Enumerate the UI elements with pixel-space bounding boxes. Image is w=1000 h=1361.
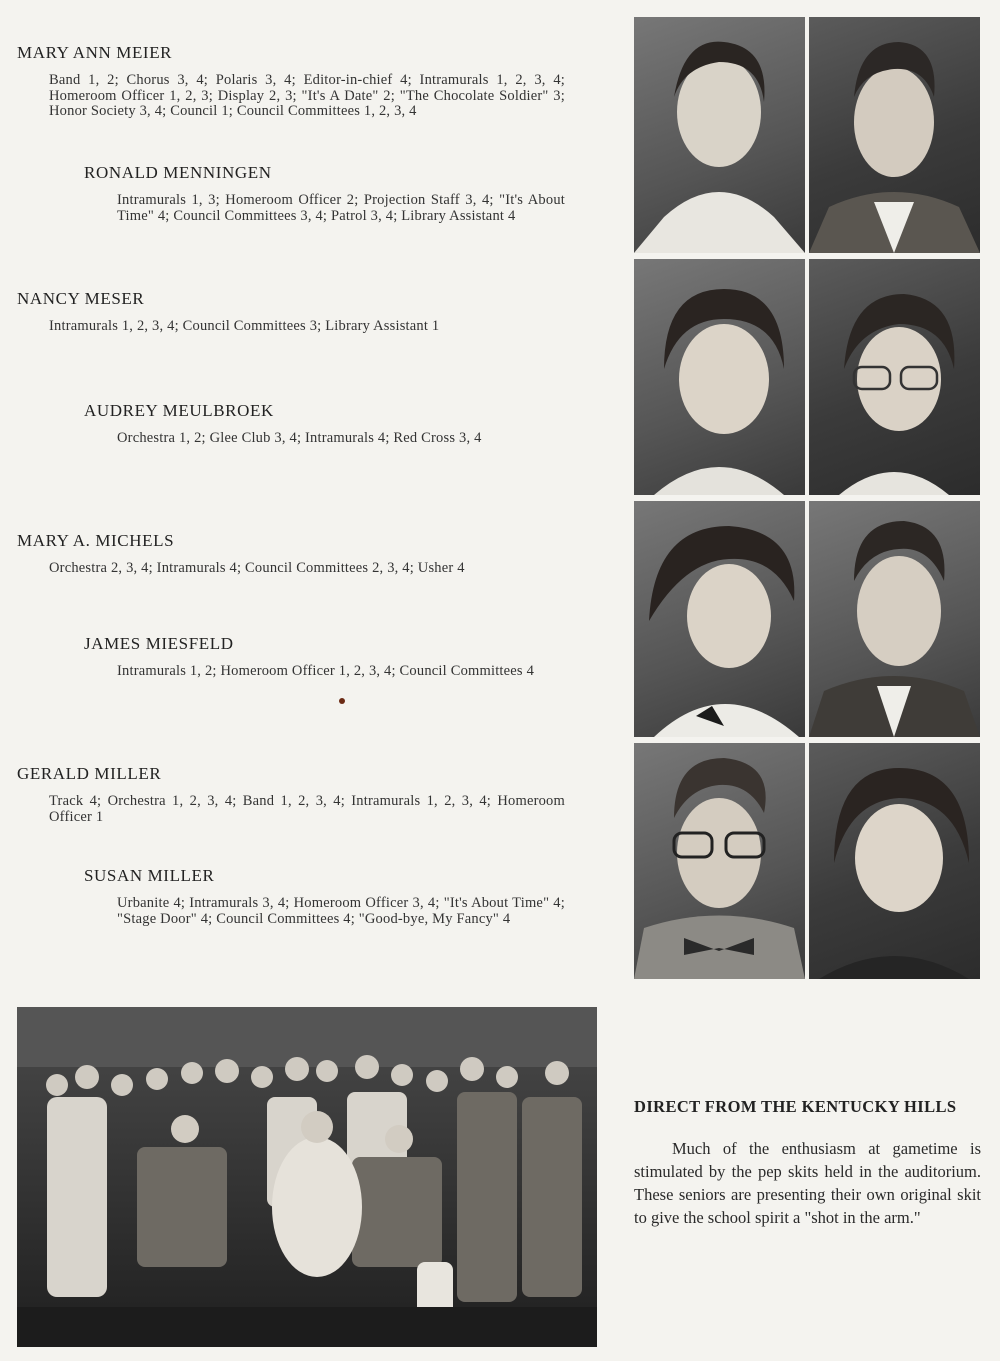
student-entry-mary-ann-meier bbox=[17, 43, 565, 120]
student-activities: Intramurals 1, 3; Homeroom Officer 2; Projection Staff 3, 4; "It's About Time" 4; Council Committees 3, 4; Patrol 3, 4; Library Assistant 4 bbox=[117, 192, 565, 224]
student-name: AUDREY MEULBROEK bbox=[84, 401, 274, 420]
student-entry-nancy-meser bbox=[17, 289, 565, 335]
student-name: RONALD MENNINGEN bbox=[84, 163, 272, 182]
student-entry-mary-a-michels bbox=[17, 531, 565, 577]
portrait-mary-a-michels bbox=[634, 501, 805, 737]
student-name: SUSAN MILLER bbox=[84, 866, 215, 885]
student-activities: Intramurals 1, 2, 3, 4; Council Committees 3; Library Assistant 1 bbox=[49, 318, 440, 334]
student-activities: Track 4; Orchestra 1, 2, 3, 4; Band 1, 2, 3, 4; Intramurals 1, 2, 3, 4; Homeroom Officer 1 bbox=[49, 793, 565, 825]
student-entry-james-miesfeld bbox=[84, 634, 565, 680]
student-entry-gerald-miller bbox=[17, 764, 565, 825]
portrait-audrey-meulbroek bbox=[809, 259, 980, 495]
student-activities: Orchestra 1, 2; Glee Club 3, 4; Intramurals 4; Red Cross 3, 4 bbox=[117, 430, 482, 446]
portrait-gerald-miller bbox=[634, 743, 805, 979]
portrait-ronald-menningen bbox=[809, 17, 980, 253]
ink-speck bbox=[339, 698, 345, 704]
portrait-susan-miller bbox=[809, 743, 980, 979]
student-name: GERALD MILLER bbox=[17, 764, 162, 783]
student-name: MARY ANN MEIER bbox=[17, 43, 173, 62]
student-name: MARY A. MICHELS bbox=[17, 531, 175, 550]
student-activities: Intramurals 1, 2; Homeroom Officer 1, 2, 3, 4; Council Committees 4 bbox=[117, 663, 535, 679]
caption-body: Much of the enthusiasm at gametime is stimulated by the pep skits held in the auditorium. These seniors are presenting their own original skit to give the school spirit a "shot in the arm." bbox=[634, 1139, 981, 1227]
portrait-nancy-meser bbox=[634, 259, 805, 495]
student-activities: Orchestra 2, 3, 4; Intramurals 4; Council Committees 2, 3, 4; Usher 4 bbox=[49, 560, 465, 576]
portrait-mary-ann-meier bbox=[634, 17, 805, 253]
student-entry-susan-miller bbox=[84, 866, 565, 927]
student-activities: Urbanite 4; Intramurals 3, 4; Homeroom Officer 3, 4; "It's About Time" 4; "Stage Door" 4; Council Committees 4; "Good-bye, My Fancy" 4 bbox=[117, 895, 565, 927]
student-name: NANCY MESER bbox=[17, 289, 145, 308]
group-skit-photo bbox=[17, 1007, 597, 1347]
student-entry-ronald-menningen bbox=[84, 163, 565, 224]
student-activities: Band 1, 2; Chorus 3, 4; Polaris 3, 4; Editor-in-chief 4; Intramurals 1, 2, 3, 4; Homeroom Officer 1, 2, 3; Display 2, 3; "It's A Date" 2; "The Chocolate Soldier" 3; Honor Society 3, 4; Council 1; Council Committees 1, 2, 3, 4 bbox=[49, 72, 565, 119]
student-name: JAMES MIESFELD bbox=[84, 634, 234, 653]
portrait-grid bbox=[634, 17, 980, 979]
portrait-james-miesfeld bbox=[809, 501, 980, 737]
student-entry-audrey-meulbroek bbox=[84, 401, 565, 447]
caption-title: DIRECT FROM THE KENTUCKY HILLS bbox=[634, 1097, 957, 1116]
